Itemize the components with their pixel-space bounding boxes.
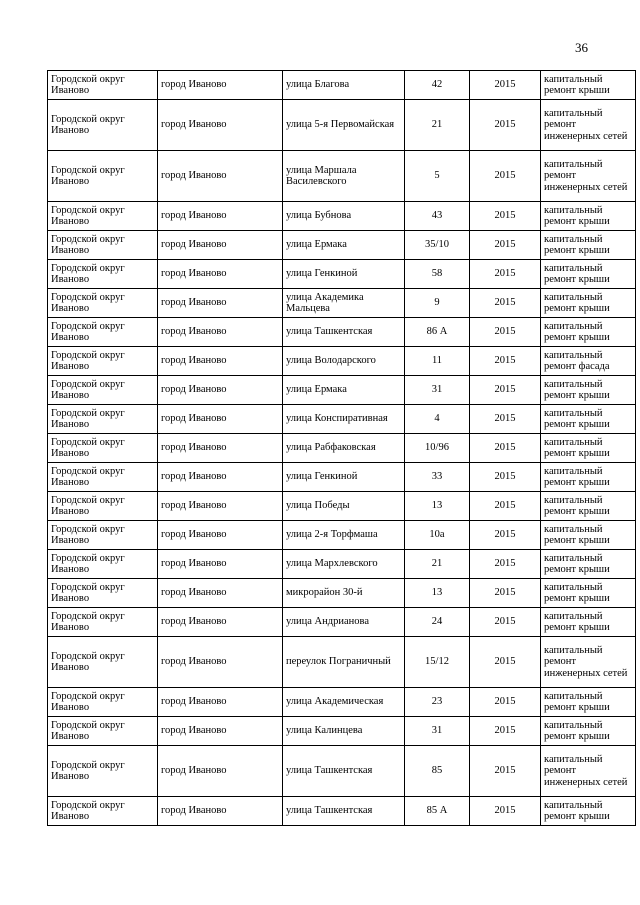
house-number-cell: 86 А bbox=[405, 318, 470, 347]
street-cell: улица Генкиной bbox=[283, 260, 405, 289]
settlement-cell: город Иваново bbox=[158, 347, 283, 376]
municipality-cell: Городской округ Иваново bbox=[48, 405, 158, 434]
year-cell: 2015 bbox=[470, 688, 541, 717]
work-type-cell: капитальный ремонт крыши bbox=[541, 376, 636, 405]
table-row bbox=[48, 550, 636, 579]
settlement-cell: город Иваново bbox=[158, 202, 283, 231]
work-type-cell: капитальный ремонт крыши bbox=[541, 579, 636, 608]
year-cell: 2015 bbox=[470, 202, 541, 231]
work-type-cell: капитальный ремонт крыши bbox=[541, 608, 636, 637]
work-type-cell: капитальный ремонт инженерных сетей bbox=[541, 100, 636, 151]
settlement-cell: город Иваново bbox=[158, 688, 283, 717]
table-row bbox=[48, 289, 636, 318]
settlement-cell: город Иваново bbox=[158, 434, 283, 463]
table-row bbox=[48, 231, 636, 260]
settlement-cell: город Иваново bbox=[158, 463, 283, 492]
table-row bbox=[48, 376, 636, 405]
house-number-cell: 10а bbox=[405, 521, 470, 550]
year-cell: 2015 bbox=[470, 231, 541, 260]
street-cell: переулок Пограничный bbox=[283, 637, 405, 688]
municipality-cell: Городской округ Иваново bbox=[48, 151, 158, 202]
house-number-cell: 5 bbox=[405, 151, 470, 202]
year-cell: 2015 bbox=[470, 463, 541, 492]
year-cell: 2015 bbox=[470, 405, 541, 434]
municipality-cell: Городской округ Иваново bbox=[48, 717, 158, 746]
year-cell: 2015 bbox=[470, 637, 541, 688]
year-cell: 2015 bbox=[470, 260, 541, 289]
house-number-cell: 9 bbox=[405, 289, 470, 318]
table-row bbox=[48, 492, 636, 521]
settlement-cell: город Иваново bbox=[158, 289, 283, 318]
municipality-cell: Городской округ Иваново bbox=[48, 260, 158, 289]
year-cell: 2015 bbox=[470, 318, 541, 347]
work-type-cell: капитальный ремонт крыши bbox=[541, 260, 636, 289]
street-cell: улица Андрианова bbox=[283, 608, 405, 637]
settlement-cell: город Иваново bbox=[158, 717, 283, 746]
municipality-cell: Городской округ Иваново bbox=[48, 492, 158, 521]
house-number-cell: 58 bbox=[405, 260, 470, 289]
table-row bbox=[48, 100, 636, 151]
year-cell: 2015 bbox=[470, 289, 541, 318]
table-row bbox=[48, 688, 636, 717]
work-type-cell: капитальный ремонт крыши bbox=[541, 550, 636, 579]
settlement-cell: город Иваново bbox=[158, 260, 283, 289]
year-cell: 2015 bbox=[470, 492, 541, 521]
municipality-cell: Городской округ Иваново bbox=[48, 746, 158, 797]
table-row bbox=[48, 405, 636, 434]
work-type-cell: капитальный ремонт инженерных сетей bbox=[541, 746, 636, 797]
settlement-cell: город Иваново bbox=[158, 231, 283, 260]
table-row bbox=[48, 202, 636, 231]
year-cell: 2015 bbox=[470, 608, 541, 637]
table-row bbox=[48, 579, 636, 608]
street-cell: улица Конспиративная bbox=[283, 405, 405, 434]
street-cell: улица Победы bbox=[283, 492, 405, 521]
year-cell: 2015 bbox=[470, 151, 541, 202]
house-number-cell: 23 bbox=[405, 688, 470, 717]
municipality-cell: Городской округ Иваново bbox=[48, 688, 158, 717]
house-number-cell: 24 bbox=[405, 608, 470, 637]
work-type-cell: капитальный ремонт инженерных сетей bbox=[541, 637, 636, 688]
house-number-cell: 15/12 bbox=[405, 637, 470, 688]
house-number-cell: 35/10 bbox=[405, 231, 470, 260]
year-cell: 2015 bbox=[470, 100, 541, 151]
table-row bbox=[48, 717, 636, 746]
table-row bbox=[48, 151, 636, 202]
street-cell: улица 2-я Торфмаша bbox=[283, 521, 405, 550]
year-cell: 2015 bbox=[470, 347, 541, 376]
municipality-cell: Городской округ Иваново bbox=[48, 521, 158, 550]
settlement-cell: город Иваново bbox=[158, 318, 283, 347]
house-number-cell: 43 bbox=[405, 202, 470, 231]
year-cell: 2015 bbox=[470, 579, 541, 608]
year-cell: 2015 bbox=[470, 746, 541, 797]
house-number-cell: 11 bbox=[405, 347, 470, 376]
year-cell: 2015 bbox=[470, 521, 541, 550]
settlement-cell: город Иваново bbox=[158, 100, 283, 151]
house-number-cell: 31 bbox=[405, 376, 470, 405]
year-cell: 2015 bbox=[470, 797, 541, 826]
table-row bbox=[48, 608, 636, 637]
street-cell: улица Рабфаковская bbox=[283, 434, 405, 463]
table-row bbox=[48, 71, 636, 100]
municipality-cell: Городской округ Иваново bbox=[48, 231, 158, 260]
house-number-cell: 21 bbox=[405, 550, 470, 579]
house-number-cell: 33 bbox=[405, 463, 470, 492]
work-type-cell: капитальный ремонт крыши bbox=[541, 717, 636, 746]
municipality-cell: Городской округ Иваново bbox=[48, 71, 158, 100]
table-row bbox=[48, 637, 636, 688]
table-row bbox=[48, 521, 636, 550]
street-cell: улица Ташкентская bbox=[283, 797, 405, 826]
work-type-cell: капитальный ремонт крыши bbox=[541, 405, 636, 434]
street-cell: улица Ташкентская bbox=[283, 318, 405, 347]
table-body bbox=[48, 71, 636, 826]
municipality-cell: Городской округ Иваново bbox=[48, 434, 158, 463]
settlement-cell: город Иваново bbox=[158, 521, 283, 550]
street-cell: улица 5-я Первомайская bbox=[283, 100, 405, 151]
year-cell: 2015 bbox=[470, 434, 541, 463]
street-cell: улица Академика Мальцева bbox=[283, 289, 405, 318]
municipality-cell: Городской округ Иваново bbox=[48, 608, 158, 637]
table-row bbox=[48, 434, 636, 463]
municipality-cell: Городской округ Иваново bbox=[48, 637, 158, 688]
house-number-cell: 10/96 bbox=[405, 434, 470, 463]
municipality-cell: Городской округ Иваново bbox=[48, 202, 158, 231]
street-cell: улица Благова bbox=[283, 71, 405, 100]
street-cell: улица Володарского bbox=[283, 347, 405, 376]
street-cell: улица Ташкентская bbox=[283, 746, 405, 797]
work-type-cell: капитальный ремонт крыши bbox=[541, 289, 636, 318]
municipality-cell: Городской округ Иваново bbox=[48, 347, 158, 376]
house-number-cell: 85 bbox=[405, 746, 470, 797]
year-cell: 2015 bbox=[470, 71, 541, 100]
street-cell: улица Академическая bbox=[283, 688, 405, 717]
house-number-cell: 13 bbox=[405, 492, 470, 521]
work-type-cell: капитальный ремонт крыши bbox=[541, 202, 636, 231]
municipality-cell: Городской округ Иваново bbox=[48, 289, 158, 318]
settlement-cell: город Иваново bbox=[158, 797, 283, 826]
work-type-cell: капитальный ремонт крыши bbox=[541, 521, 636, 550]
street-cell: улица Ермака bbox=[283, 376, 405, 405]
street-cell: улица Калинцева bbox=[283, 717, 405, 746]
work-type-cell: капитальный ремонт инженерных сетей bbox=[541, 151, 636, 202]
house-number-cell: 21 bbox=[405, 100, 470, 151]
work-type-cell: капитальный ремонт крыши bbox=[541, 71, 636, 100]
settlement-cell: город Иваново bbox=[158, 608, 283, 637]
settlement-cell: город Иваново bbox=[158, 637, 283, 688]
settlement-cell: город Иваново bbox=[158, 71, 283, 100]
municipality-cell: Городской округ Иваново bbox=[48, 100, 158, 151]
house-number-cell: 4 bbox=[405, 405, 470, 434]
street-cell: улица Ермака bbox=[283, 231, 405, 260]
year-cell: 2015 bbox=[470, 376, 541, 405]
house-number-cell: 42 bbox=[405, 71, 470, 100]
street-cell: улица Бубнова bbox=[283, 202, 405, 231]
settlement-cell: город Иваново bbox=[158, 405, 283, 434]
year-cell: 2015 bbox=[470, 550, 541, 579]
work-type-cell: капитальный ремонт фасада bbox=[541, 347, 636, 376]
settlement-cell: город Иваново bbox=[158, 550, 283, 579]
street-cell: микрорайон 30-й bbox=[283, 579, 405, 608]
page-number: 36 bbox=[575, 40, 588, 55]
work-type-cell: капитальный ремонт крыши bbox=[541, 797, 636, 826]
year-cell: 2015 bbox=[470, 717, 541, 746]
house-number-cell: 31 bbox=[405, 717, 470, 746]
settlement-cell: город Иваново bbox=[158, 746, 283, 797]
work-type-cell: капитальный ремонт крыши bbox=[541, 434, 636, 463]
work-type-cell: капитальный ремонт крыши bbox=[541, 231, 636, 260]
table-row bbox=[48, 746, 636, 797]
municipality-cell: Городской округ Иваново bbox=[48, 797, 158, 826]
municipality-cell: Городской округ Иваново bbox=[48, 376, 158, 405]
municipality-cell: Городской округ Иваново bbox=[48, 579, 158, 608]
settlement-cell: город Иваново bbox=[158, 579, 283, 608]
table-row bbox=[48, 797, 636, 826]
municipality-cell: Городской округ Иваново bbox=[48, 463, 158, 492]
table-row bbox=[48, 260, 636, 289]
street-cell: улица Маршала Василевского bbox=[283, 151, 405, 202]
street-cell: улица Мархлевского bbox=[283, 550, 405, 579]
repair-register-table bbox=[47, 70, 636, 826]
settlement-cell: город Иваново bbox=[158, 376, 283, 405]
work-type-cell: капитальный ремонт крыши bbox=[541, 463, 636, 492]
municipality-cell: Городской округ Иваново bbox=[48, 550, 158, 579]
table-row bbox=[48, 347, 636, 376]
work-type-cell: капитальный ремонт крыши bbox=[541, 492, 636, 521]
work-type-cell: капитальный ремонт крыши bbox=[541, 688, 636, 717]
table-row bbox=[48, 463, 636, 492]
settlement-cell: город Иваново bbox=[158, 151, 283, 202]
table-row bbox=[48, 318, 636, 347]
municipality-cell: Городской округ Иваново bbox=[48, 318, 158, 347]
house-number-cell: 13 bbox=[405, 579, 470, 608]
work-type-cell: капитальный ремонт крыши bbox=[541, 318, 636, 347]
street-cell: улица Генкиной bbox=[283, 463, 405, 492]
settlement-cell: город Иваново bbox=[158, 492, 283, 521]
house-number-cell: 85 А bbox=[405, 797, 470, 826]
